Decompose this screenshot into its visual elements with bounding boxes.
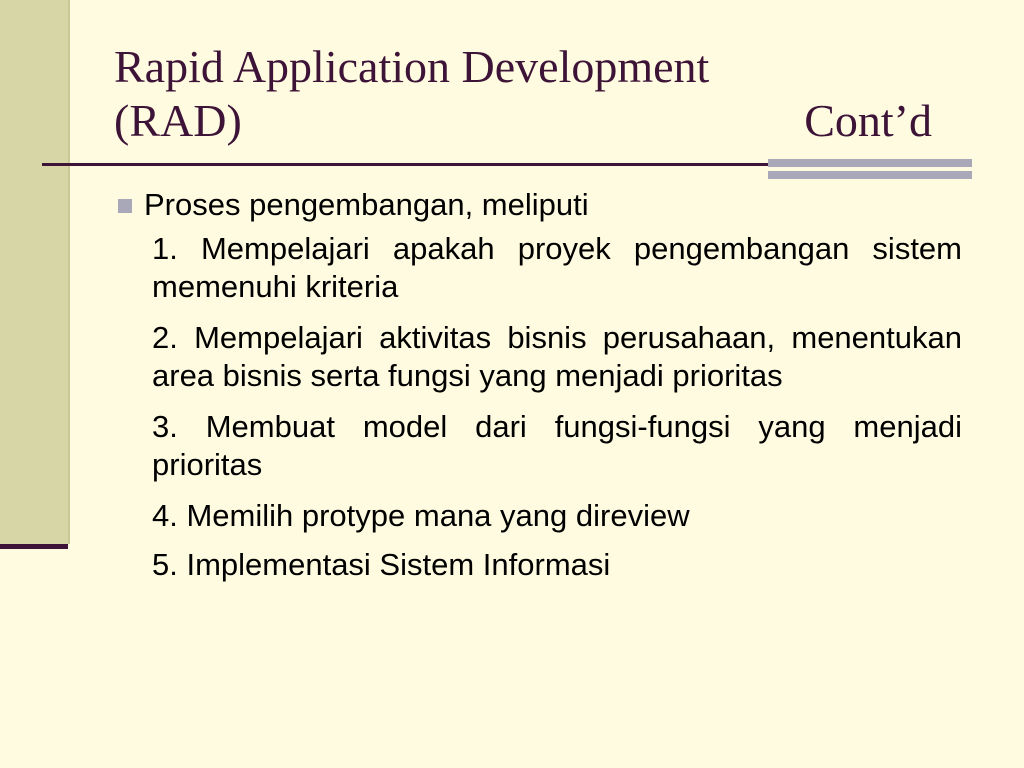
slide-title: [114, 40, 944, 148]
list-item: 1. Mempelajari apakah proyek pengembangan sistem memenuhi kriteria: [152, 231, 962, 304]
list-item: 2. Mempelajari aktivitas bisnis perusahaan, menentukan area bisnis serta fungsi yang menjadi prioritas: [152, 320, 962, 393]
left-sidebar-underline: [0, 544, 68, 549]
accent-bar-top: [768, 159, 972, 167]
title-line-2: [114, 94, 932, 148]
accent-bar-bottom: [768, 171, 972, 179]
slide-content: [114, 184, 962, 595]
bullet-point: [114, 184, 962, 226]
list-item: 5. Implementasi Sistem Informasi: [152, 547, 611, 582]
title-divider: [42, 163, 768, 166]
title-line-1: Rapid Application Development: [114, 41, 710, 92]
title-accent-bars: [768, 159, 972, 180]
title-continued: Cont’d: [804, 95, 932, 146]
bullet-text: Proses pengembangan, meliputi: [144, 187, 589, 222]
square-bullet-icon: [118, 199, 132, 213]
list-item: 4. Memilih protype mana yang direview: [152, 498, 690, 533]
left-sidebar-decoration: [0, 0, 70, 544]
title-abbreviation: (RAD): [114, 95, 242, 146]
list-item: 3. Membuat model dari fungsi-fungsi yang menjadi prioritas: [152, 409, 962, 482]
